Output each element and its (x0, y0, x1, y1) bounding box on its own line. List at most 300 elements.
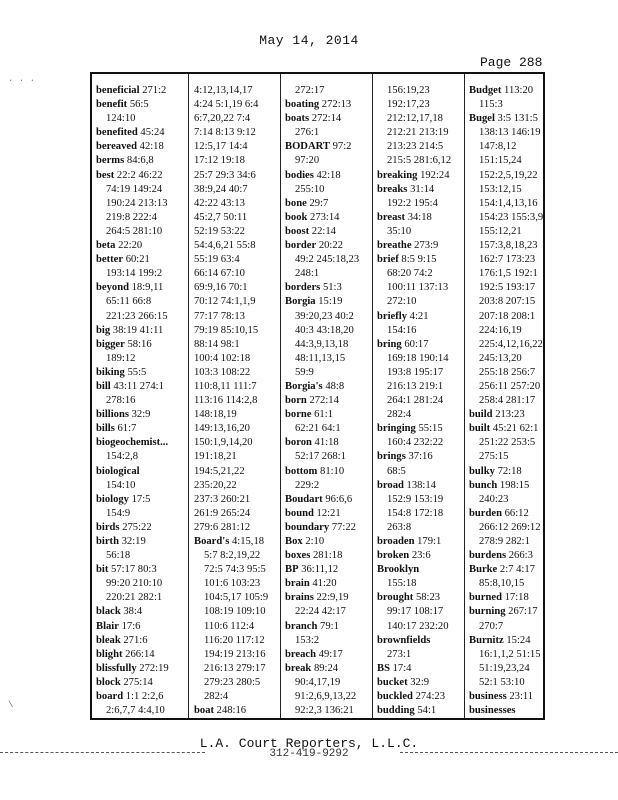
index-term: bleak (96, 634, 121, 646)
index-entry (96, 620, 186, 634)
index-term: benefit (96, 99, 128, 111)
index-continuation: 92:2,3 136:21 (295, 705, 354, 717)
page-line-refs: 72:18 (494, 465, 522, 477)
index-continuation: 192:17,23 (387, 99, 430, 111)
index-entry (377, 479, 467, 493)
index-term: billions (96, 409, 129, 421)
index-continuation: 248:1 (295, 268, 320, 280)
page-line-refs: 113:20 (501, 85, 534, 96)
index-continuation: 150:1,9,14,20 (194, 437, 253, 449)
index-term: block (96, 676, 121, 688)
index-term: breaks (377, 183, 408, 195)
index-term: boating (285, 99, 320, 111)
page-line-refs: 32:9 (128, 409, 151, 421)
index-term: bottom (285, 465, 318, 477)
index-continuation: 6:7,20,22 7:4 (194, 113, 251, 125)
index-entry (469, 507, 559, 521)
index-term: branch (285, 620, 318, 632)
index-continuation: 35:10 (387, 225, 412, 237)
index-column-5 (469, 84, 559, 718)
index-continuation: 264:5 281:10 (106, 225, 163, 237)
index-term: Board's (194, 536, 230, 547)
index-continuation: 203:8 207:15 (479, 296, 536, 308)
index-term: bone (285, 197, 307, 209)
index-term: beyond (96, 282, 129, 294)
page-line-refs: 273:14 (307, 211, 340, 223)
index-continuation: 44:3,9,13,18 (295, 338, 349, 350)
index-term: bill (96, 380, 111, 392)
index-continuation: 25:7 29:3 34:6 (194, 169, 256, 181)
index-continuation: 270:7 (479, 620, 504, 632)
index-entry (96, 239, 186, 253)
index-entry (194, 704, 284, 718)
index-term: Brooklyn (377, 564, 420, 576)
index-continuation: 225:4,12,16,22 (479, 338, 543, 350)
index-entry (96, 535, 186, 549)
index-entry (96, 338, 186, 352)
index-term: business (469, 691, 507, 703)
index-continuation: 59:9 (295, 366, 314, 378)
index-continuation: 140:17 232:20 (387, 620, 449, 632)
page-line-refs: 29:7 (306, 197, 329, 209)
index-term: breaking (377, 169, 418, 181)
page-line-refs: 42:18 (313, 169, 341, 181)
index-entry (285, 112, 375, 126)
index-term: broken (377, 550, 410, 562)
index-entry (469, 690, 559, 704)
index-entry (285, 521, 375, 535)
index-entry (96, 140, 186, 154)
index-term: brains (285, 592, 314, 604)
page-line-refs: 58:16 (124, 338, 152, 350)
page-line-refs: 272:14 (306, 395, 339, 407)
index-term: breast (377, 211, 406, 223)
index-term: blight (96, 648, 123, 660)
index-term: businesses (469, 705, 516, 717)
index-term: build (469, 409, 493, 421)
index-term: Bugel (469, 113, 495, 125)
index-entry (96, 98, 186, 112)
index-entry (285, 295, 375, 309)
page-line-refs: 31:14 (407, 183, 435, 195)
index-continuation: 278:9 282:1 (479, 536, 530, 547)
index-entry (469, 563, 559, 577)
index-entry (285, 591, 375, 605)
index-continuation: 194:19 213:16 (204, 648, 266, 660)
page-line-refs: 198:15 (497, 479, 530, 491)
page-line-refs: 60:17 (401, 338, 429, 350)
index-entry (96, 521, 186, 535)
index-term: born (285, 395, 307, 407)
index-continuation: 263:8 (387, 521, 412, 533)
index-entry (285, 225, 375, 239)
index-continuation: 212:21 213:19 (387, 127, 449, 139)
index-entry (377, 591, 467, 605)
page-line-refs: 81:10 (317, 465, 345, 477)
index-continuation: 282:4 (204, 691, 229, 703)
page-line-refs: 213:23 (492, 409, 525, 421)
index-term: brief (377, 254, 399, 266)
index-continuation: 220:21 282:1 (106, 592, 163, 604)
index-term: built (469, 423, 491, 435)
index-term: borne (285, 409, 312, 421)
index-continuation: 275:15 (479, 451, 509, 463)
index-term: boundary (285, 521, 330, 533)
index-continuation: 194:5,21,22 (194, 465, 245, 477)
index-continuation: 240:23 (479, 493, 509, 505)
index-term: buckled (377, 691, 413, 703)
index-term: breathe (377, 240, 412, 252)
index-continuation: 279:6 281:12 (194, 521, 251, 533)
index-term: bodies (285, 169, 314, 181)
index-continuation: 255:18 256:7 (479, 366, 536, 378)
index-term: BP (285, 564, 299, 576)
page-line-refs: 266:14 (122, 648, 155, 660)
index-continuation: 85:8,10,15 (479, 578, 525, 590)
index-term: berms (96, 155, 125, 167)
index-continuation: 189:12 (106, 352, 136, 364)
index-entry (96, 84, 186, 98)
index-term: Borgia (285, 296, 316, 308)
page-line-refs: 271:6 (120, 634, 148, 646)
index-entry (96, 662, 186, 676)
index-term: Box (285, 536, 303, 547)
index-entry (285, 394, 375, 408)
index-continuation: 162:7 173:23 (479, 254, 536, 266)
index-entry (285, 507, 375, 521)
index-continuation: 251:22 253:5 (479, 437, 536, 449)
margin-mark: \ (8, 700, 14, 710)
index-term: Boudart (285, 493, 323, 505)
page-line-refs: 18:9,11 (128, 282, 164, 294)
index-continuation: 193:8 195:17 (387, 366, 444, 378)
index-entry (377, 183, 467, 197)
index-continuation: 229:2 (295, 479, 320, 491)
index-continuation: 154:1,4,13,16 (479, 197, 538, 209)
index-continuation: 116:20 117:12 (204, 634, 265, 646)
index-continuation: 97:20 (295, 155, 320, 167)
index-term: bunch (469, 479, 498, 491)
page-line-refs: 32:19 (118, 536, 146, 547)
index-continuation: 38:9,24 40:7 (194, 183, 248, 195)
index-term: Borgia's (285, 380, 323, 392)
index-continuation: 4:24 5:1,19 6:4 (194, 99, 259, 111)
index-continuation: 42:22 43:13 (194, 197, 245, 209)
index-continuation: 154:23 155:3,9 (479, 211, 544, 223)
index-term: BS (377, 662, 390, 674)
index-term: biology (96, 493, 129, 505)
page-line-refs: 272:19 (136, 662, 169, 674)
index-continuation: 49:2 245:18,23 (295, 254, 360, 266)
index-entry (96, 465, 186, 479)
page-line-refs: 45:24 (137, 127, 165, 139)
index-term: break (285, 662, 312, 674)
index-continuation: 110:6 112:4 (204, 620, 255, 632)
index-continuation: 45:2,7 50:11 (194, 211, 248, 223)
index-term: boost (285, 225, 310, 237)
index-term: burden (469, 507, 502, 519)
index-continuation: 190:24 213:13 (106, 197, 168, 209)
index-term: border (285, 240, 317, 252)
index-continuation: 155:12,21 (479, 225, 522, 237)
index-entry (96, 126, 186, 140)
index-entry (377, 169, 467, 183)
page-line-refs: 32:9 (407, 676, 430, 688)
index-entry (285, 648, 375, 662)
index-column-1 (96, 84, 186, 718)
index-continuation: 154:10 (106, 479, 136, 491)
page-line-refs: 192:24 (417, 169, 450, 181)
index-continuation: 108:19 109:10 (204, 606, 266, 618)
page-line-refs: 96:6,6 (322, 493, 353, 505)
index-entry (377, 450, 467, 464)
index-term: bound (285, 507, 314, 519)
index-continuation: 215:5 281:6,12 (387, 155, 452, 167)
page-line-refs: 79:1 (317, 620, 339, 632)
index-continuation: 219:8 222:4 (106, 211, 157, 223)
index-entry (285, 169, 375, 183)
page-line-refs: 58:23 (413, 592, 441, 604)
page-line-refs: 38:19 41:11 (110, 324, 164, 336)
index-entry (469, 112, 559, 126)
page-line-refs: 22:20 (115, 240, 143, 252)
index-entry (96, 676, 186, 690)
index-continuation: 278:16 (106, 395, 136, 407)
index-continuation: 7:14 8:13 9:12 (194, 127, 256, 139)
index-continuation: 62:21 64:1 (295, 423, 341, 435)
index-continuation: 154:8 172:18 (387, 507, 444, 519)
index-continuation: 272:17 (295, 85, 325, 96)
page-line-refs: 271:2 (139, 85, 167, 96)
index-term: best (96, 169, 115, 181)
page-line-refs: 248:16 (214, 705, 247, 717)
index-continuation: 169:18 190:14 (387, 352, 449, 364)
index-continuation: 104:5,17 105:9 (204, 592, 269, 604)
index-entry (377, 549, 467, 563)
page-line-refs: 55:15 (415, 423, 443, 435)
page-line-refs: 20:22 (316, 240, 343, 252)
index-continuation: 216:13 279:17 (204, 662, 266, 674)
index-entry (285, 211, 375, 225)
index-continuation: 147:8,12 (479, 141, 517, 153)
index-entry (285, 380, 375, 394)
index-continuation: 88:14 98:1 (194, 338, 240, 350)
index-entry (285, 549, 375, 563)
index-continuation: 51:19,23,24 (479, 662, 530, 674)
index-term: brings (377, 451, 406, 463)
index-entry (96, 563, 186, 577)
page-line-refs: 41:18 (311, 437, 339, 449)
page-line-refs: 15:19 (315, 296, 343, 308)
index-continuation: 237:3 260:21 (194, 493, 251, 505)
index-continuation: 224:16,19 (479, 324, 522, 336)
page-line-refs: 48:8 (322, 380, 345, 392)
page-line-refs: 57:17 80:3 (108, 564, 157, 576)
index-entry (469, 479, 559, 493)
index-continuation: 103:3 108:22 (194, 366, 251, 378)
index-term: beneficial (96, 85, 140, 96)
page-line-refs: 2:7 4:17 (497, 564, 535, 576)
page-line-refs: 97:2 (329, 141, 352, 153)
index-term: brain (285, 578, 310, 590)
index-term: bulky (469, 465, 495, 477)
index-entry (96, 253, 186, 267)
index-term: Burke (469, 564, 498, 576)
index-entry (469, 465, 559, 479)
index-continuation: 264:1 281:24 (387, 395, 444, 407)
index-entry (377, 704, 467, 718)
index-continuation: 52:19 53:22 (194, 225, 245, 237)
index-term: brought (377, 592, 414, 604)
page-line-refs: 1:1 2:2,6 (123, 691, 164, 703)
footer-rule (400, 752, 618, 753)
page-line-refs: 77:22 (329, 521, 356, 533)
page-line-refs: 43:11 274:1 (110, 380, 164, 392)
page-line-refs: 61:7 (114, 423, 137, 435)
index-entry (96, 648, 186, 662)
index-continuation: 152:2,5,19,22 (479, 169, 538, 181)
index-continuation: 91:2,6,9,13,22 (295, 691, 357, 703)
index-entry (285, 140, 375, 154)
index-term: bereaved (96, 141, 137, 153)
index-entry (285, 436, 375, 450)
margin-mark: . . . (8, 74, 36, 84)
page-line-refs: 55:5 (124, 366, 147, 378)
index-continuation: 272:10 (387, 296, 417, 308)
index-entry (285, 197, 375, 211)
index-continuation: 54:4,6,21 55:8 (194, 240, 256, 252)
court-reporter-phone: 312-419-9292 (269, 748, 349, 760)
index-entry (377, 310, 467, 324)
page-line-refs: 42:18 (137, 141, 164, 153)
index-entry (285, 535, 375, 549)
index-continuation: 258:4 281:17 (479, 395, 536, 407)
index-entry (377, 634, 467, 648)
index-entry (285, 465, 375, 479)
page-line-refs: 36:11,12 (298, 564, 339, 576)
page-line-refs: 22:14 (309, 225, 336, 237)
index-term: bucket (377, 676, 408, 688)
index-entry (285, 408, 375, 422)
index-continuation: 207:18 208:1 (479, 310, 536, 322)
index-entry (285, 98, 375, 112)
page-line-refs: 22:2 46:22 (114, 169, 163, 181)
index-term: boron (285, 437, 312, 449)
index-column-3 (285, 84, 375, 718)
index-term: bigger (96, 338, 125, 350)
index-continuation: 148:18,19 (194, 409, 237, 421)
index-continuation: 52:17 268:1 (295, 451, 346, 463)
index-entry (96, 422, 186, 436)
page-number: Page 288 (480, 55, 543, 70)
index-term: birds (96, 521, 120, 533)
index-entry (285, 239, 375, 253)
index-continuation: 115:3 (479, 99, 503, 111)
index-continuation: 155:18 (387, 578, 417, 590)
index-term: boat (194, 705, 215, 717)
index-term: boxes (285, 550, 311, 562)
page-line-refs: 89:24 (311, 662, 339, 674)
index-continuation: 160:4 232:22 (387, 437, 444, 449)
index-continuation: 153:12,15 (479, 183, 522, 195)
index-continuation: 213:23 214:5 (387, 141, 444, 153)
index-continuation: 212:12,17,18 (387, 113, 443, 125)
index-continuation: 193:14 199:2 (106, 268, 163, 280)
index-continuation: 255:10 (295, 183, 325, 195)
page-line-refs: 17:6 (118, 620, 141, 632)
index-entry (96, 154, 186, 168)
index-entry (469, 422, 559, 436)
index-continuation: 176:1,5 192:1 (479, 268, 538, 280)
index-continuation: 68:5 (387, 465, 406, 477)
index-column-2 (194, 84, 284, 718)
index-continuation: 100:11 137:13 (387, 282, 449, 294)
index-continuation: 52:1 53:10 (479, 676, 525, 688)
index-entry (285, 281, 375, 295)
index-entry (96, 493, 186, 507)
index-entry (285, 493, 375, 507)
transcript-date: May 14, 2014 (259, 33, 359, 48)
index-continuation: 5:7 8:2,19,22 (204, 550, 261, 562)
page-line-refs: 66:12 (501, 507, 529, 519)
index-entry (377, 690, 467, 704)
index-term: better (96, 254, 124, 266)
index-entry (285, 662, 375, 676)
index-continuation: 70:12 74:1,1,9 (194, 296, 256, 308)
page-line-refs: 84:6,8 (124, 155, 154, 167)
index-entry (469, 704, 559, 718)
index-continuation: 66:14 67:10 (194, 268, 245, 280)
index-continuation: 273:1 (387, 648, 412, 660)
index-entry (469, 591, 559, 605)
index-continuation: 235:20,22 (194, 479, 237, 491)
index-term: BODART (285, 141, 330, 153)
index-continuation: 65:11 66:8 (106, 296, 152, 308)
page-line-refs: 54:1 (414, 705, 437, 717)
index-continuation: 110:8,11 111:7 (194, 380, 257, 392)
index-entry (377, 253, 467, 267)
index-entry (194, 535, 284, 549)
index-continuation: 266:12 269:12 (479, 521, 541, 533)
page-line-refs: 41:20 (309, 578, 337, 590)
index-term: biogeochemist... (96, 437, 169, 449)
page-line-refs: 17:5 (128, 493, 151, 505)
page-line-refs: 3:5 131:5 (494, 113, 538, 125)
index-term: blissfully (96, 662, 137, 674)
index-term: bringing (377, 423, 416, 435)
page-line-refs: 51:3 (320, 282, 342, 294)
page-line-refs: 34:18 (405, 211, 432, 223)
page-line-refs: 17:18 (501, 592, 529, 604)
page-line-refs: 272:14 (309, 113, 342, 125)
index-term: book (285, 211, 308, 223)
index-entry (377, 535, 467, 549)
index-continuation: 90:4,17,19 (295, 676, 341, 688)
index-term: Blair (96, 620, 119, 632)
index-entry (285, 620, 375, 634)
index-continuation: 138:13 146:19 (479, 127, 541, 139)
index-continuation: 192:2 195:4 (387, 197, 438, 209)
index-continuation: 256:11 257:20 (479, 380, 541, 392)
index-term: board (96, 691, 124, 703)
index-continuation: 99:20 210:10 (106, 578, 163, 590)
index-continuation: 216:13 219:1 (387, 380, 444, 392)
index-term: broad (377, 479, 404, 491)
page-line-refs: 267:17 (505, 606, 538, 618)
index-entry (96, 169, 186, 183)
index-entry (377, 563, 467, 577)
index-term: biking (96, 366, 125, 378)
